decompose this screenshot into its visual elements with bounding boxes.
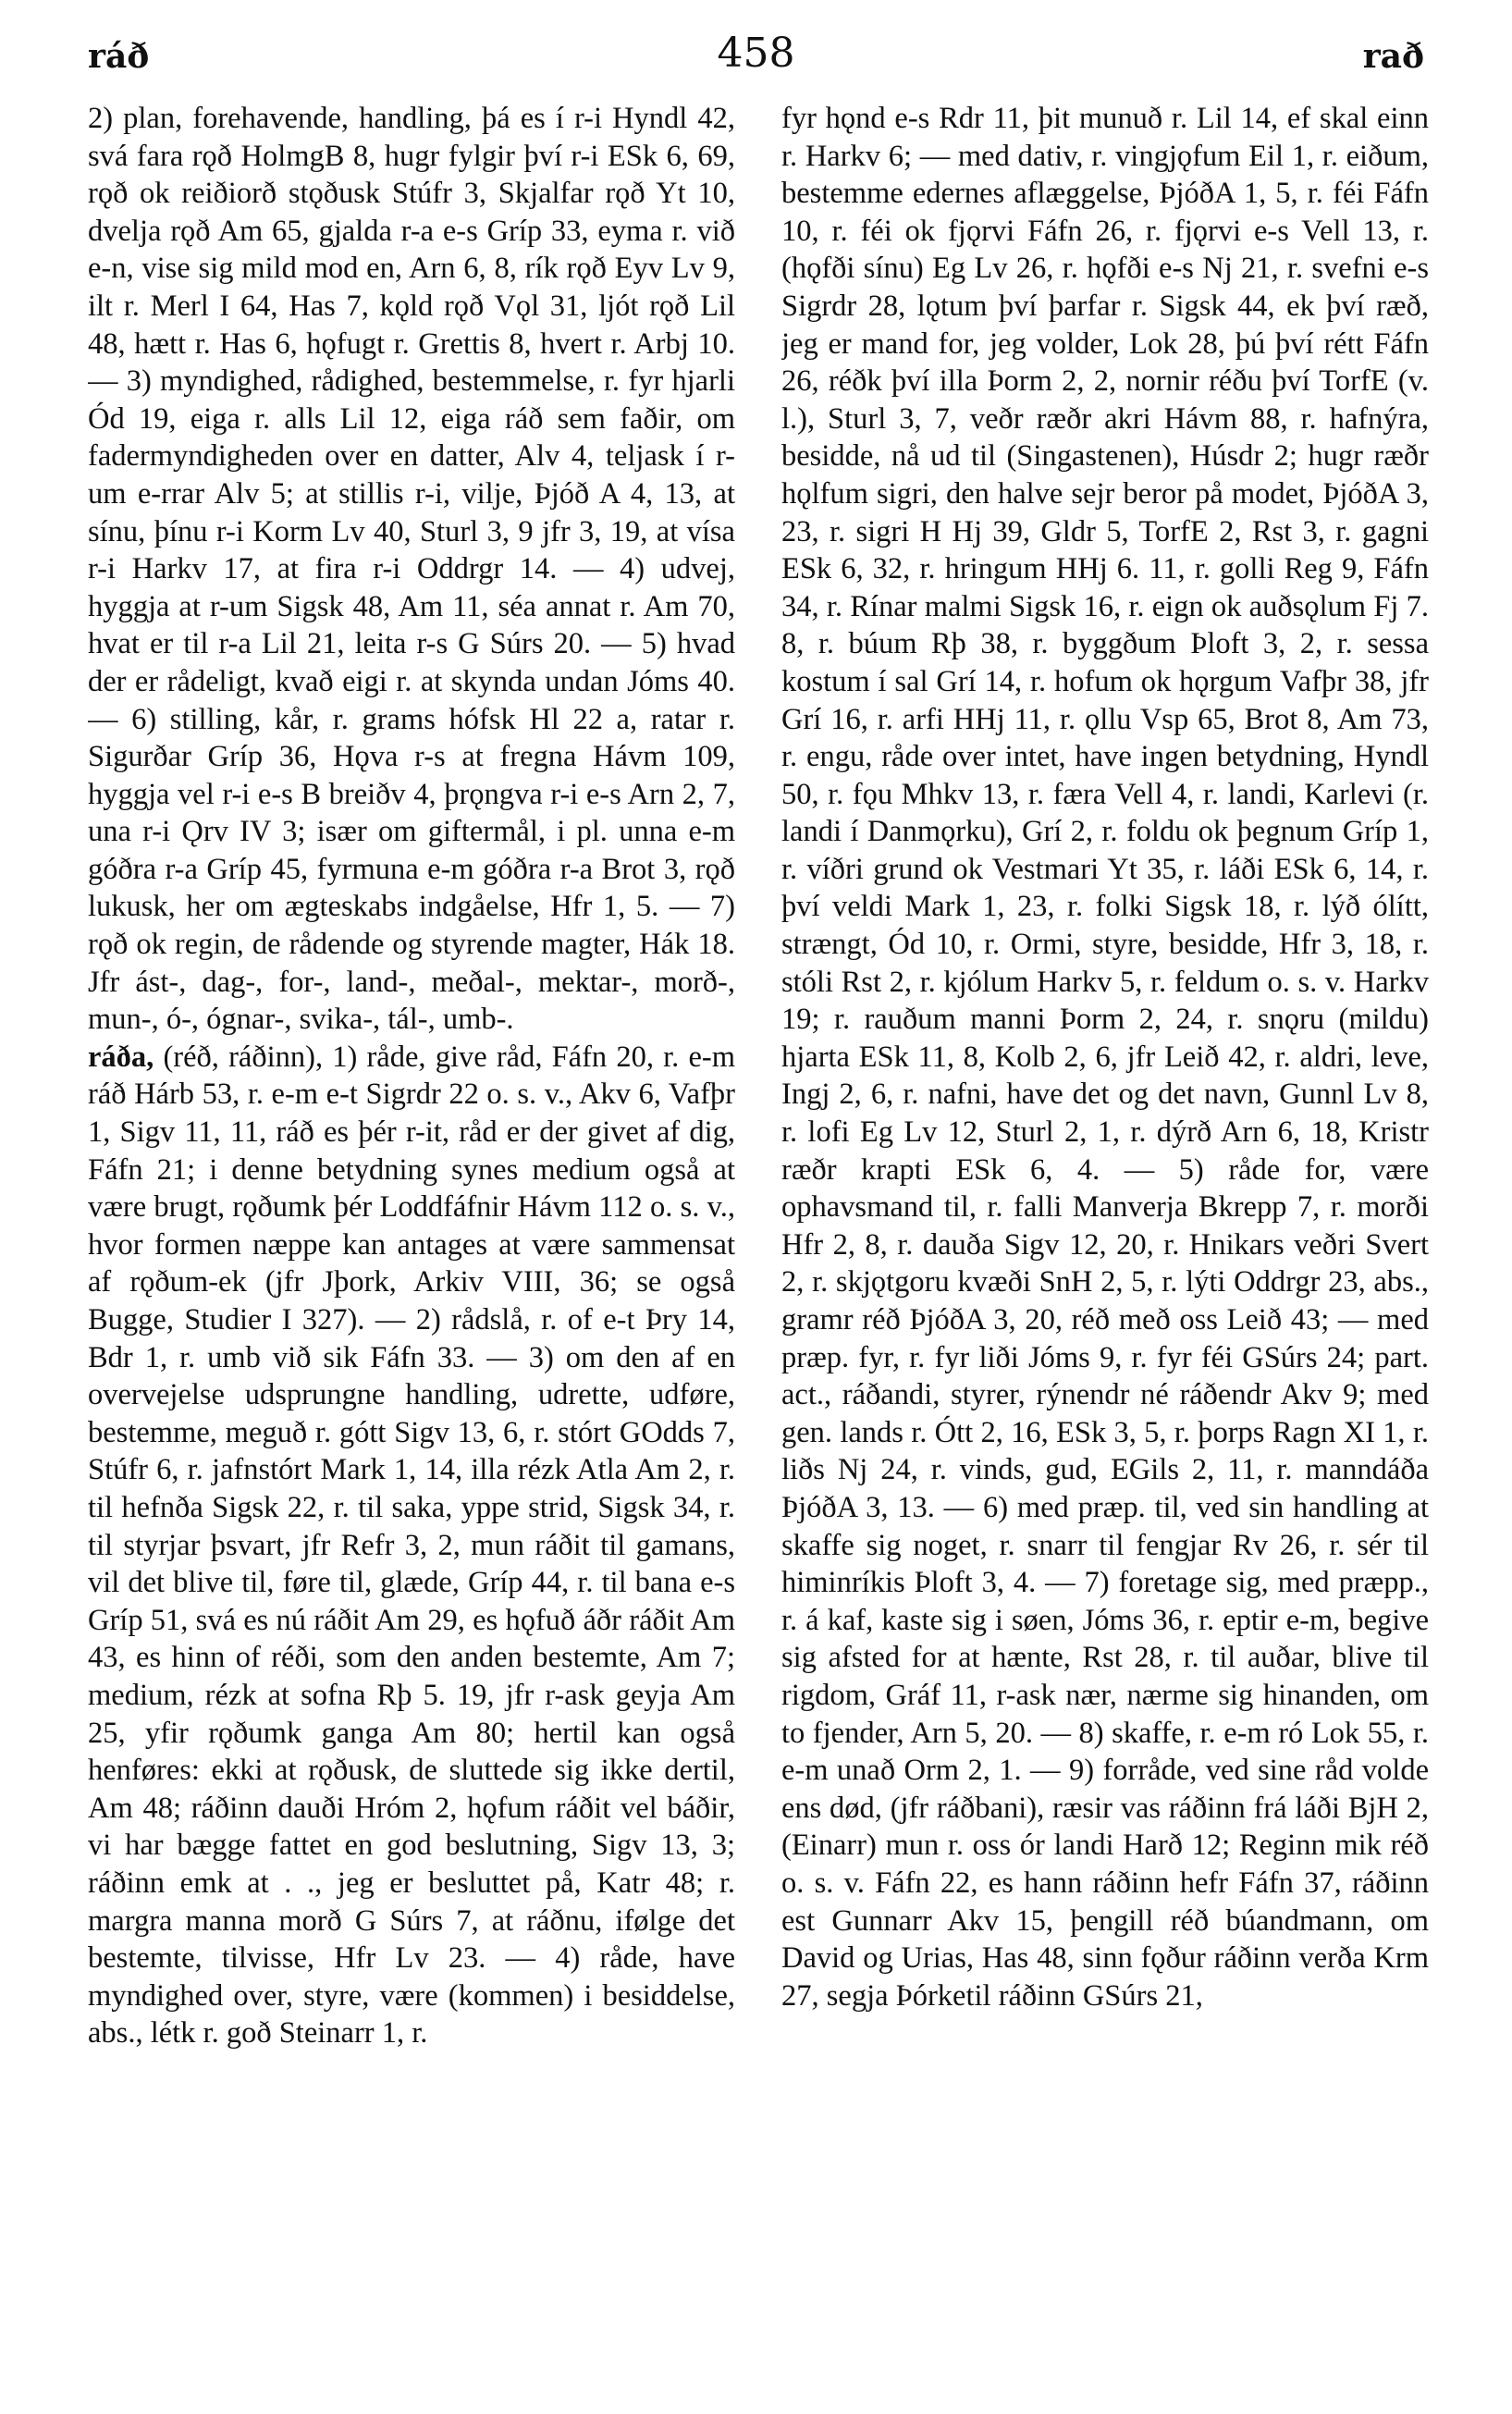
left-running-headword: ráð <box>88 37 150 76</box>
entry-headword: ráða, <box>88 1040 154 1074</box>
left-column <box>88 100 735 2394</box>
two-column-body <box>88 100 1429 2394</box>
right-running-headword: rað <box>1362 37 1424 76</box>
entry-text: (réð, ráðinn), 1) råde, give råd, Fáfn 20, r. e-m ráð Hárb 53, r. e-m e-t Sigrdr 22 o. s. v., Akv 6, Vafþr 1, Sigv 11, 11, ráð es þér r-it, råd er der givet af dig, Fáfn 21; i denne betydning synes medium også at være brugt, rǫðumk þér Loddfáfnir Hávm 112 o. s. v., hvor formen næppe kan antages at være sammensat af rǫðum-ek (jfr Jþork, Arkiv VIII, 36; se også Bugge, Studier I 327). — 2) rådslå, r. of e-t Þry 14, Bdr 1, r. umb við sik Fáfn 33. — 3) om den af en overvejelse udsprungne handling, udrette, udføre, bestemme, meguð r. gótt Sigv 13, 6, r. stórt GOdds 7, Stúfr 6, r. jafnstórt Mark 1, 14, illa rézk Atla Am 2, r. til hefnða Sigsk 22, r. til saka, yppe strid, Sigsk 34, r. til styrjar þsvart, jfr Refr 3, 2, mun ráðit til gamans, vil det blive til, føre til, glæde, Gríp 44, r. til bana e-s Gríp 51, svá es nú ráðit Am 29, es hǫfuð áðr ráðit Am 43, es hinn of réði, som den anden bestemte, Am 7; medium, rézk at sofna Rþ 5. 19, jfr r-ask geyja Am 25, yfir rǫðumk ganga Am 80; hertil kan også henføres: ekki at rǫðusk, de sluttede sig ikke dertil, Am 48; ráðinn dauði Hróm 2, hǫfum ráðit vel báðir, vi har bægge fattet en god beslutning, Sigv 13, 3; ráðinn emk at . ., jeg er besluttet på, Katr 48; r. margra manna morð G Súrs 7, at ráðnu, ifølge det bestemte, tilvisse, Hfr Lv 23. — 4) råde, have myndighed over, styre, være (kommen) i besiddelse, abs., létk r. goð Steinarr 1, r. <box>88 1040 735 2051</box>
entry-rad-continuation: 2) plan, forehavende, handling, þá es í r-i Hyndl 42, svá fara rǫð HolmgB 8, hugr fylgir því r-i ESk 6, 69, rǫð ok reiðiorð stǫðusk Stúfr 3, Skjalfar rǫð Yt 10, dvelja rǫð Am 65, gjalda r-a e-s Gríp 33, eyma r. við e-n, vise sig mild mod en, Arn 6, 8, rík rǫð Eyv Lv 9, ilt r. Merl I 64, Has 7, kǫld rǫð Vǫl 31, ljót rǫð Lil 48, hætt r. Has 6, hǫfugt r. Grettis 8, hvert r. Arbj 10. — 3) myndighed, rådighed, bestemmelse, r. fyr hjarli Ód 19, eiga r. alls Lil 12, eiga ráð sem faðir, om fadermyndigheden over en datter, Alv 4, teljask í r-um e-rrar Alv 5; at stillis r-i, vilje, Þjóð A 4, 13, at sínu, þínu r-i Korm Lv 40, Sturl 3, 9 jfr 3, 19, at vísa r-i Harkv 17, at fira r-i Oddrgr 14. — 4) udvej, hyggja at r-um Sigsk 48, Am 11, séa annat r. Am 70, hvat er til r-a Lil 21, leita r-s G Súrs 20. — 5) hvad der er rådeligt, kvað eigi r. at skynda undan Jóms 40. — 6) stilling, kår, r. grams hófsk Hl 22 a, ratar r. Sigurðar Gríp 36, Hǫva r-s at fregna Hávm 109, hyggja vel r-i e-s B breiðv 4, þrǫngva r-i e-s Arn 2, 7, una r-i Ǫrv IV 3; især om giftermål, i pl. unna e-m góðra r-a Gríp 45, fyrmuna e-m góðra r-a Brot 3, rǫð lukusk, her om ægteskabs indgåelse, Hfr 1, 5. — 7) rǫð ok regin, de rådende og styrende magter, Hák 18. Jfr ást-, dag-, for-, land-, meðal-, mektar-, morð-, mun-, ó-, ógnar-, svika-, tál-, umb-. <box>88 102 735 1037</box>
right-column <box>781 100 1429 2394</box>
page-header <box>88 30 1424 85</box>
entry-rada <box>88 1039 735 2052</box>
entry-rada-continuation: fyr hǫnd e-s Rdr 11, þit munuð r. Lil 14, ef skal einn r. Harkv 6; — med dativ, r. vingjǫfum Eil 1, r. eiðum, bestemme edernes aflæggelse, ÞjóðA 1, 5, r. féi Fáfn 10, r. féi ok fjǫrvi Fáfn 26, r. fjǫrvi e-s Vell 13, r. (hǫfði sínu) Eg Lv 26, r. hǫfði e-s Nj 21, r. svefni e-s Sigrdr 28, lǫtum því þarfar r. Sigsk 44, ek því ræð, jeg er mand for, jeg volder, Lok 28, þú því rétt Fáfn 26, réðk því illa Þorm 2, 2, nornir réðu því TorfE (v. l.), Sturl 3, 7, veðr ræðr akri Hávm 88, r. hafnýra, besidde, nå ud til (Singastenen), Húsdr 2; hugr ræðr hǫlfum sigri, den halve sejr beror på modet, ÞjóðA 3, 23, r. sigri H Hj 39, Gldr 5, TorfE 2, Rst 3, r. gagni ESk 6, 32, r. hringum HHj 6. 11, r. golli Reg 9, Fáfn 34, r. Rínar malmi Sigsk 16, r. eign ok auðsǫlum Fj 7. 8, r. búum Rþ 38, r. byggðum Þloft 3, 2, r. sessa kostum í sal Grí 14, r. hofum ok hǫrgum Vafþr 38, jfr Grí 16, r. arfi HHj 11, r. ǫllu Vsp 65, Brot 8, Am 73, r. engu, råde over intet, have ingen betydning, Hyndl 50, r. fǫu Mhkv 13, r. færa Vell 4, r. landi, Karlevi (r. landi í Danmǫrku), Grí 2, r. foldu ok þegnum Gríp 1, r. víðri grund ok Vestmari Yt 35, r. láði ESk 6, 14, r. því veldi Mark 1, 23, r. folki Sigsk 18, r. lýð ólítt, strængt, Ód 10, r. Ormi, styre, besidde, Hfr 3, 18, r. stóli Rst 2, r. kjólum Harkv 5, r. feldum o. s. v. Harkv 19; r. rauðum manni Þorm 2, 24, r. snǫru (mildu) hjarta ESk 11, 8, Kolb 2, 6, jfr Leið 42, r. aldri, leve, Ingj 2, 6, r. nafni, have det og det navn, Gunnl Lv 8, r. lofi Eg Lv 12, Sturl 2, 1, r. dýrð Arn 6, 18, Kristr ræðr krapti ESk 6, 4. — 5) råde for, være ophavsmand til, r. falli Manverja Bkrepp 7, r. morði Hfr 2, 8, r. dauða Sigv 12, 20, r. Hnikars veðri Svert 2, r. skjǫtgoru kvæði SnH 2, 5, r. lýti Oddrgr 23, abs., gramr réð ÞjóðA 3, 20, réð með oss Leið 43; — med præp. fyr, r. fyr liði Jóms 9, r. fyr féi GSúrs 24; part. act., ráðandi, styrer, rýnendr né ráðendr Akv 9; med gen. lands r. Ótt 2, 16, ESk 3, 5, r. þorps Ragn XI 1, r. liðs Nj 24, r. vinds, gud, EGils 2, 11, r. manndáða ÞjóðA 3, 13. — 6) med præp. til, ved sin handling at skaffe sig noget, r. snarr til fengjar Rv 26, r. sér til himinríkis Þloft 3, 4. — 7) foretage sig, med præpp., r. á kaf, kaste sig i søen, Jóms 36, r. eptir e-m, begive sig afsted for at hænte, Rst 28, r. til auðar, blive til rigdom, Gráf 11, r-ask nær, nærme sig hinanden, om to fjender, Arn 5, 20. — 8) skaffe, r. e-m ró Lok 55, r. e-m unað Orm 2, 1. — 9) forråde, ved sine råd volde ens død, (jfr ráðbani), ræsir vas ráðinn frá láði BjH 2, (Einarr) mun r. oss ór landi Harð 12; Reginn mik réð o. s. v. Fáfn 22, es hann ráðinn hefr Fáfn 37, ráðinn est Gunnarr Akv 15, þengill réð búandmann, om David og Urias, Has 48, sinn fǫður ráðinn verða Krm 27, segja Þórketil ráðinn GSúrs 21, <box>781 102 1429 2013</box>
page-number: 458 <box>717 30 795 77</box>
